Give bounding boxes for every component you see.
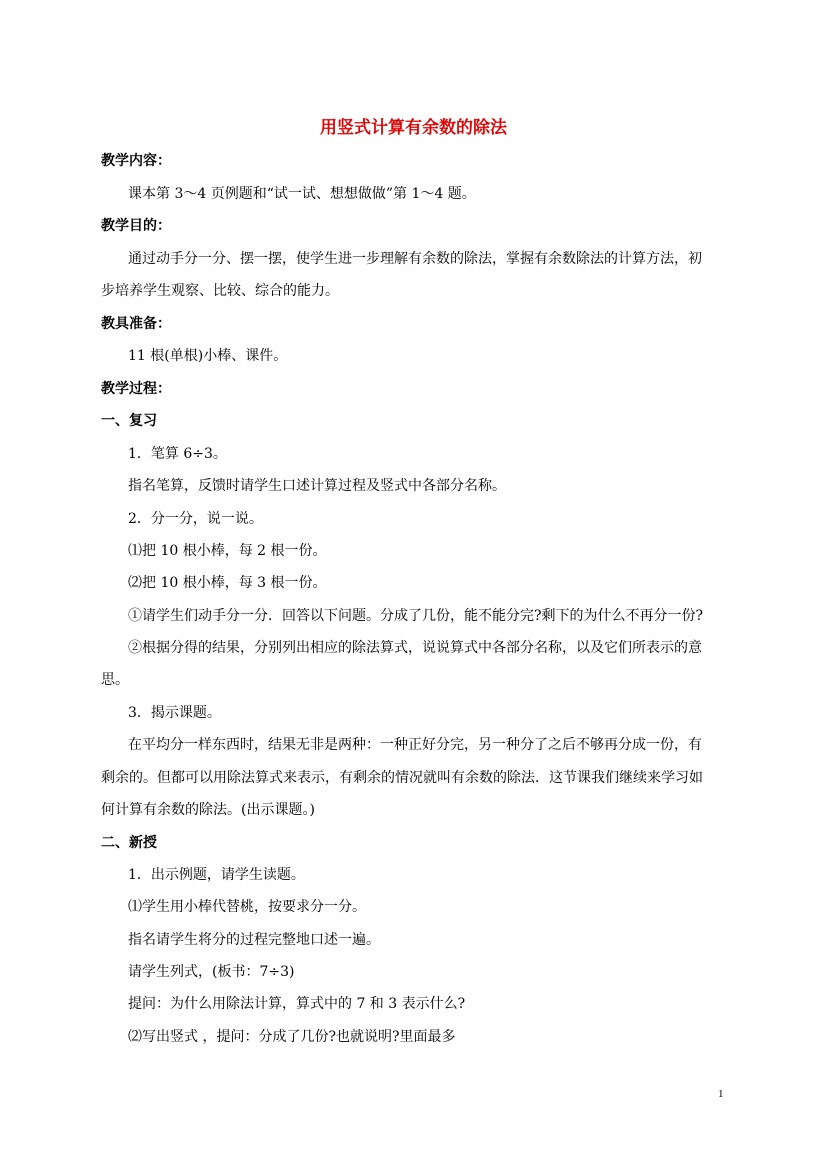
paragraph-line: ⑴学生用小棒代替桃，按要求分一分。 <box>128 899 366 915</box>
paragraph-line: 思。 <box>101 672 129 688</box>
section-heading-objectives: 教学目的： <box>101 218 171 234</box>
paragraph-line: 1．出示例题，请学生读题。 <box>128 867 305 883</box>
paragraph-line: 课本第 3～4 页例题和“试一试、想想做做”第 1～4 题。 <box>128 186 476 202</box>
paragraph-line: 剩余的。但都可以用除法算式来表示，有剩余的情况就叫有余数的除法．这节课我们继续来学习如 <box>101 770 703 786</box>
paragraph-line: 11 根(单根)小棒、课件。 <box>128 348 288 364</box>
paragraph-line: ⑵把 10 根小棒，每 3 根一份。 <box>128 575 327 591</box>
section-heading-process: 教学过程： <box>101 381 171 397</box>
paragraph-line: 何计算有余数的除法。(出示课题。) <box>101 802 315 818</box>
section-heading-materials: 教具准备： <box>101 316 171 332</box>
paragraph-line: ①请学生们动手分一分．回答以下问题。分成了几份，能不能分完?剩下的为什么不再分一份? <box>128 608 704 624</box>
paragraph-line: ②根据分得的结果，分别列出相应的除法算式，说说算式中各部分名称，以及它们所表示的意 <box>128 640 702 656</box>
paragraph-line: ⑴把 10 根小棒，每 2 根一份。 <box>128 543 327 559</box>
paragraph-line: 步培养学生观察、比较、综合的能力。 <box>101 283 339 299</box>
paragraph-line: 3．揭示课题。 <box>128 705 221 721</box>
paragraph-line: 提问：为什么用除法计算，算式中的 7 和 3 表示什么? <box>128 996 466 1012</box>
section-heading-review: 一、复习 <box>101 413 157 429</box>
paragraph-line: 指名请学生将分的过程完整地口述一遍。 <box>128 932 380 948</box>
page-number: 1 <box>718 1088 724 1100</box>
paragraph-line: 在平均分一样东西时，结果无非是两种：一种正好分完，另一种分了之后不够再分成一份，有 <box>128 737 702 753</box>
paragraph-line: 通过动手分一分、摆一摆，使学生进一步理解有余数的除法，掌握有余数除法的计算方法，初 <box>128 251 702 267</box>
paragraph-line: 请学生列式，(板书：7÷3) <box>128 964 295 980</box>
section-heading-new-lesson: 二、新授 <box>101 835 157 851</box>
paragraph-line: 指名笔算，反馈时请学生口述计算过程及竖式中各部分名称。 <box>128 478 506 494</box>
document-title: 用竖式计算有余数的除法 <box>320 118 507 138</box>
paragraph-line: ⑵写出竖式 ，提问：分成了几份?也就说明?里面最多 <box>128 1029 456 1045</box>
section-heading-content: 教学内容： <box>101 153 171 169</box>
paragraph-line: 1．笔算 6÷3。 <box>128 446 227 462</box>
paragraph-line: 2．分一分，说一说。 <box>128 511 263 527</box>
